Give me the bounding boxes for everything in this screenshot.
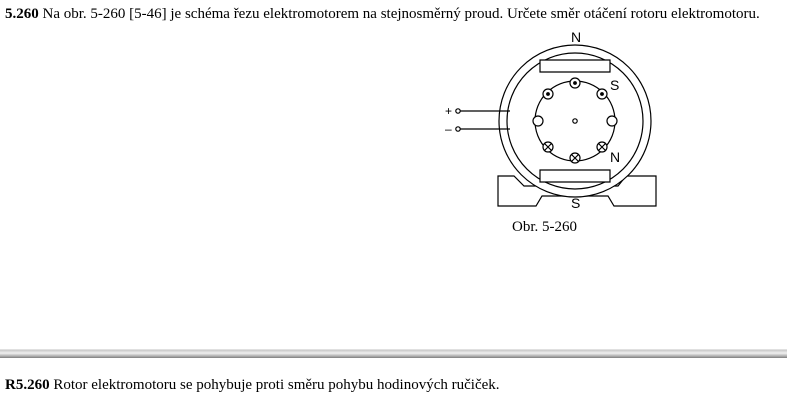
pole-label-right-lower: N xyxy=(610,149,621,165)
pole-shoe-top xyxy=(540,60,610,72)
figure-caption: Obr. 5-260 xyxy=(512,219,577,235)
pole-label-top: N xyxy=(571,29,582,45)
terminal-label-plus: + xyxy=(445,104,453,118)
pole-label-right-upper: S xyxy=(610,77,620,93)
terminal-plus xyxy=(456,109,460,113)
terminal-minus xyxy=(456,127,460,131)
section-divider xyxy=(0,349,787,358)
answer-statement xyxy=(5,376,500,394)
answer-number: R5.260 xyxy=(5,377,50,393)
problem-statement xyxy=(5,5,760,23)
pole-label-bottom: S xyxy=(571,195,581,211)
pole-shoe-bottom xyxy=(540,170,610,182)
terminal-label-minus: – xyxy=(445,122,452,136)
answer-body: Rotor elektromotoru se pohybuje proti směru pohybu hodinových ručiček. xyxy=(53,377,500,393)
problem-number: 5.260 xyxy=(5,6,39,22)
problem-body: Na obr. 5-260 [5-46] je schéma řezu elektromotorem na stejnosměrný proud. Určete směr otáčení rotoru elektromotoru. xyxy=(42,6,760,22)
motor-cross-section-diagram xyxy=(440,26,660,216)
